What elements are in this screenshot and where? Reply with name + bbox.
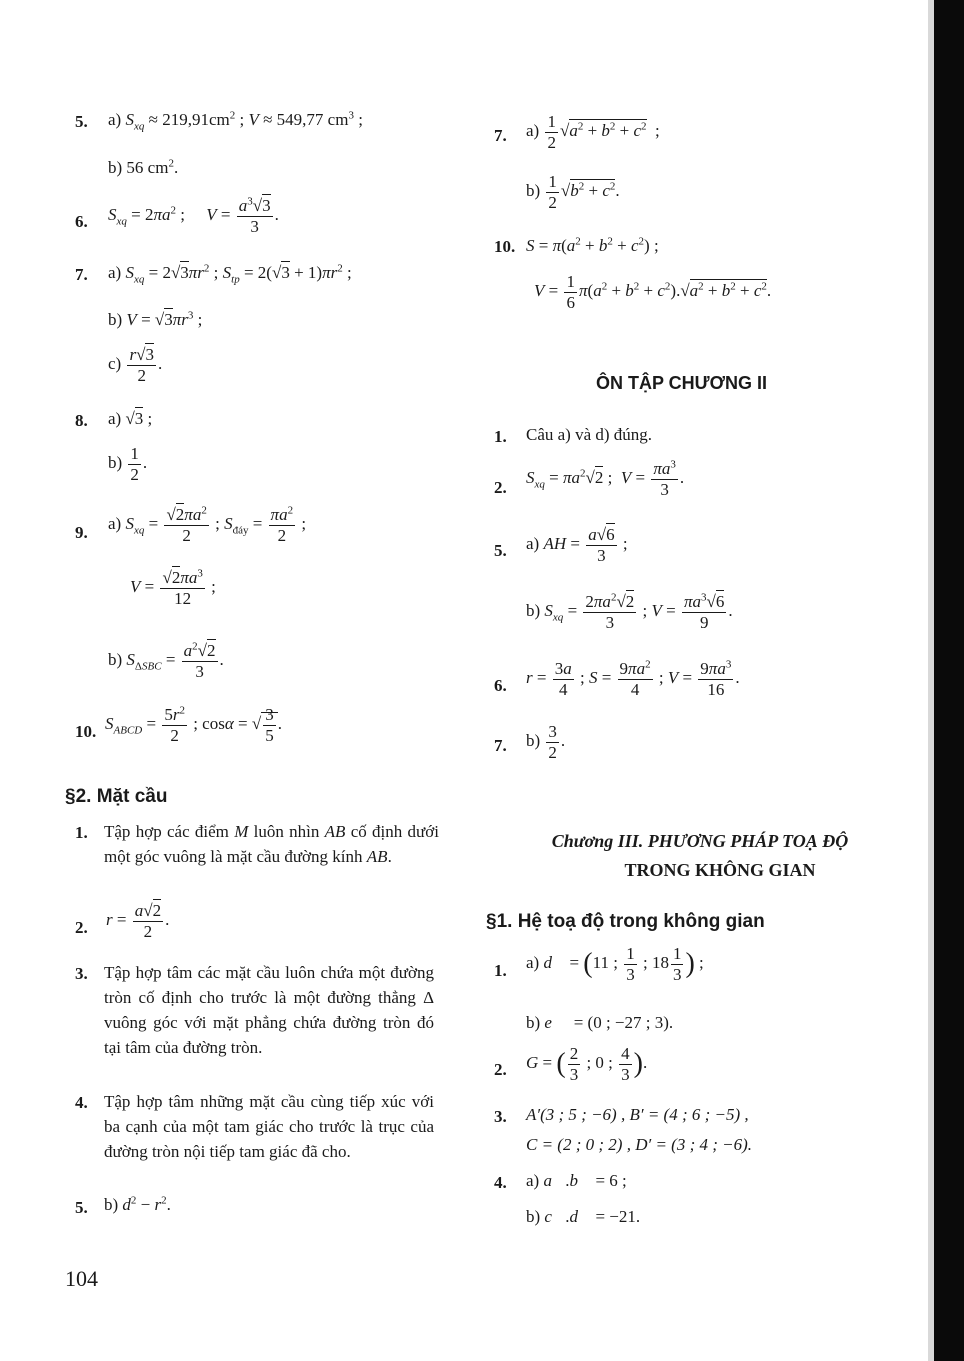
exercise-number: 7. [494,736,507,755]
exercise-number: 7. [75,265,88,284]
r-ex10-v: V = $\frac{1}{6}$ $\pi(a^2 + b^2 + c^2).√a^2 + b^2 + c^2$. [534,272,772,312]
exercise-number: 5. [75,1198,88,1217]
chapter-line-1: Chương III. PHƯƠNG PHÁP TOẠ ĐỘ [551,831,849,851]
s2-answer-4: Tập hợp tâm những mặt cầu cùng tiếp xúc với ba cạnh của một tam giác cho trước là trục của đường tròn nội tiếp tam giác đã cho. [104,1092,434,1161]
exercise-number: 1. [75,823,88,842]
ex10-formula: $S_{ABCD}$ = $\frac{5r^2}{2}$ ; cosα = √ $\frac{3}{5}$ . [105,704,282,745]
exercise-number: 10. [75,722,97,741]
s2-answer-2: r = $\frac{a√2}{2}$ . [106,901,170,941]
exercise-number: 1. [494,961,507,980]
exercise-number: 2. [75,918,88,937]
ex5-b: b) 56 $cm^2$. [108,157,179,177]
review-answer-7: b) $\frac{3}{2}$ . [526,722,566,762]
chapter-line-2: TRONG KHÔNG GIAN [624,860,816,880]
r-ex7-a: a) $\frac{1}{2}$ $√a^2 + b^2 + c^2$ ; [526,112,660,152]
exercise-number: 4. [75,1093,88,1112]
r-ex7-b: b) $\frac{1}{2}$ $√b^2 + c^2$. [526,172,620,212]
exercise-number: 5. [75,112,88,131]
scan-edge [934,0,964,1361]
review-answer-2: $S_{xq} = \pi a^2√2$ ; V = $\frac{\pi a^3}{3}$ . [526,458,685,499]
ex8-b: b) $\frac{1}{2}$ . [108,444,148,484]
exercise-number: 9. [75,523,88,542]
chapter-title-2 [510,860,890,881]
page-number: 104 [65,1266,98,1291]
ex9-b: b) $S_{\Delta SBC}$ = $\frac{a^2√2}{3}$ . [108,640,224,681]
s1-answer-1a: a) d⃗ = (11 ; $\frac{1}{3}$ ; 18 $\frac{1}{3}$ ) ; [526,944,704,984]
s2-answer-1: Tập hợp các điểm M luôn nhìn AB cố định dưới một góc vuông là mặt cầu đường kính AB. [104,822,439,866]
ex5-a: a) $S_{xq} \approx 219,91cm^2$ ; V ≈ 549,77 $cm^3$ ; [108,109,363,133]
review-answer-5a: a) AH = $\frac{a√6}{3}$ ; [526,525,628,565]
exercise-number: 3. [494,1107,507,1126]
exercise-number: 7. [494,126,507,145]
s1-answer-4a: a) a⃗.b⃗ = 6 ; [526,1171,627,1190]
exercise-number: 3. [75,964,88,983]
ex7-c: c) $\frac{r√3}{2}$ . [108,345,163,385]
exercise-number: 4. [494,1173,507,1192]
s1-answer-2: G = ( $\frac{2}{3}$ ; 0 ; $\frac{4}{3}$ ). [526,1044,648,1084]
exercise-number: 8. [75,411,88,430]
exercise-number: 1. [494,427,507,446]
review-answer-5b: b) $S_{xq}$ = $\frac{2\pi a^2√2}{3}$ ; V = $\frac{\pi a^3√6}{9}$ . [526,591,733,632]
review-answer-1: Câu a) và d) đúng. [526,425,653,444]
exercise-number: 10. [494,237,516,256]
ex9-a: a) $S_{xq}$ = $\frac{√2\pi a^2}{2}$ ; $S_{đáy}$ = $\frac{\pi a^2}{2}$ ; [108,504,307,545]
s1-answer-3-line2: C = (2 ; 0 ; 2) , D′ = (3 ; 4 ; −6). [526,1135,753,1154]
exercise-number: 2. [494,478,507,497]
exercise-number: 5. [494,541,507,560]
chapter-title [510,831,890,852]
ex6-formula: $S_{xq} = 2\pi a^2$ ; V = $\frac{a^3√3}{3}$ . [108,195,279,236]
r-ex10-s: $S = \pi(a^2 + b^2 + c^2)$ ; [526,235,659,255]
section-heading: §2. Mặt cầu [65,786,168,807]
s2-answer-5: b) $d^2 - r^2$. [104,1194,171,1214]
ex8-a: a) √3 ; [108,409,153,428]
ex9-v: V = $\frac{√2\pi a^3}{12}$ ; [130,567,216,608]
ex7-b: b) $V = √3\pi r^3$ ; [108,309,203,329]
s2-answer-3: Tập hợp tâm các mặt cầu luôn chứa một đường tròn cố định cho trước là một đường thẳng Δ vuông góc với mặt phẳng chứa đường tròn đó tại tâm của đường tròn. [104,963,434,1057]
exercise-number: 6. [494,676,507,695]
s1-answer-4b: b) c⃗.d⃗ = −21. [526,1207,641,1226]
review-heading: ÔN TẬP CHƯƠNG II [596,373,767,393]
section-heading: §1. Hệ toạ độ trong không gian [486,911,765,932]
s1-answer-1b: b) e⃗ = (0 ; −27 ; 3). [526,1013,674,1032]
exercise-number: 6. [75,212,88,231]
exercise-number: 2. [494,1060,507,1079]
review-answer-6: r = $\frac{3a}{4}$ ; S = $\frac{9\pi a^2}{4}$ ; V = $\frac{9\pi a^3}{16}$ . [526,658,740,699]
ex7-a: a) $S_{xq} = 2√3\pi r^2$ ; $S_{tp} = 2(√3 + 1)\pi r^2$ ; [108,262,352,286]
s1-answer-3-line1: A′(3 ; 5 ; −6) , B′ = (4 ; 6 ; −5) , [526,1105,749,1124]
